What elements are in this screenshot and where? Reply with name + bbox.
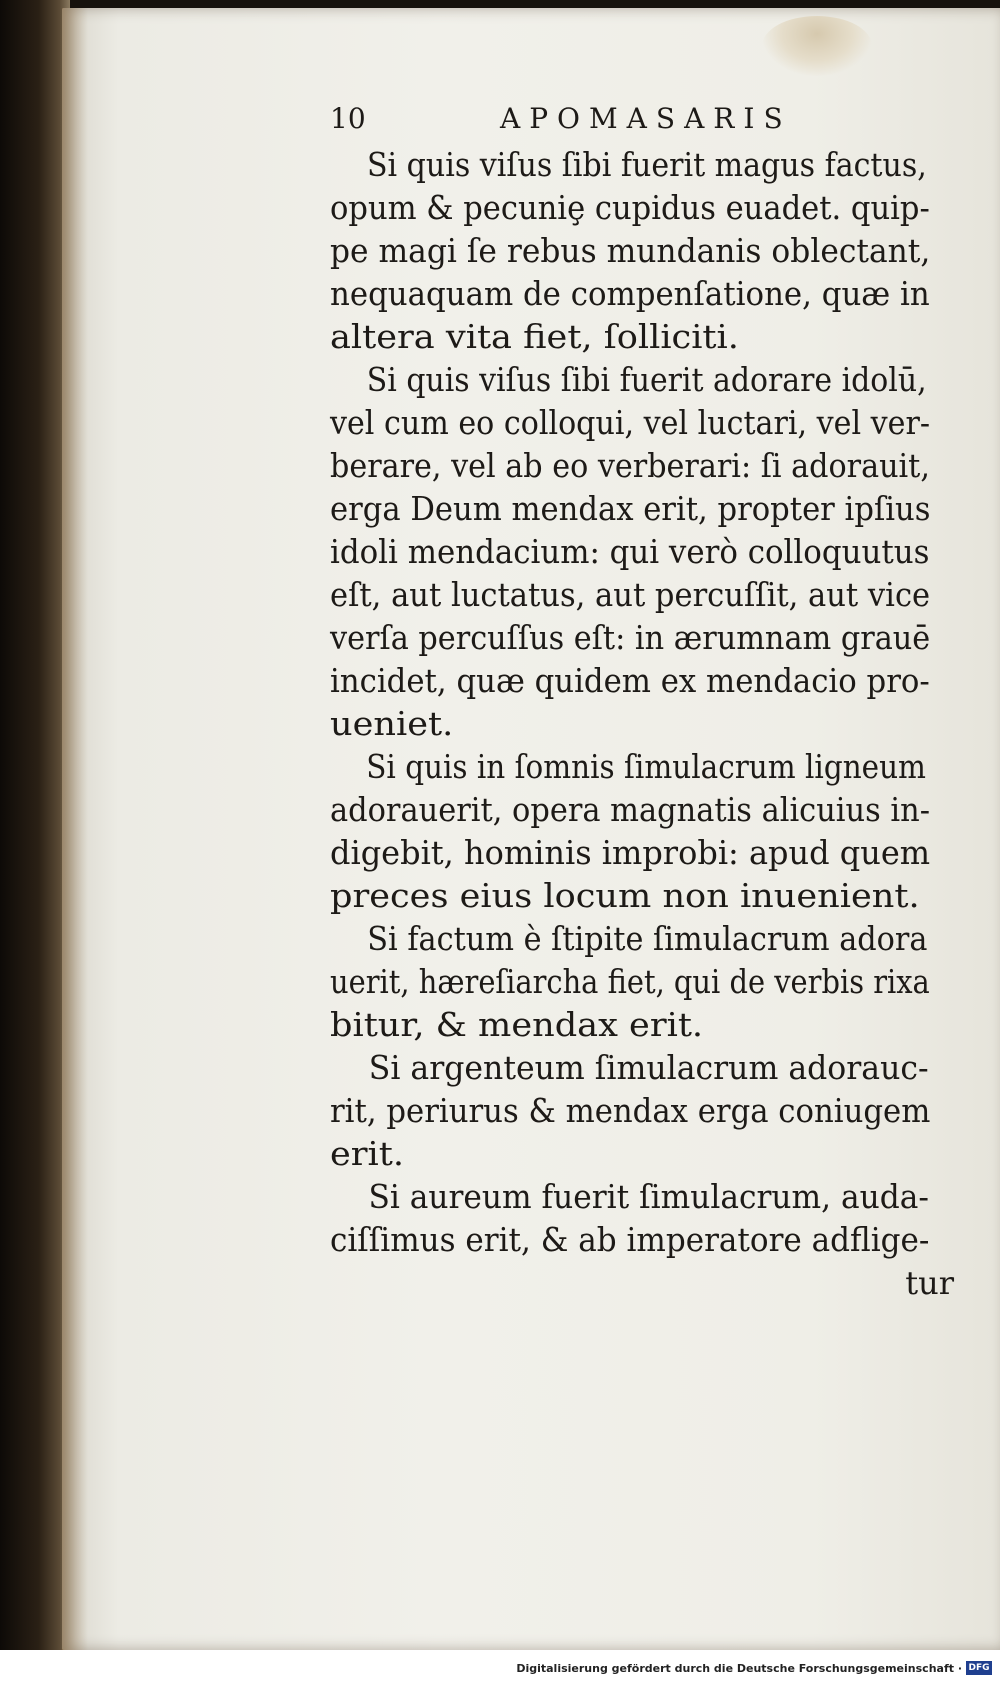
text-line: Si factum è ſtipite ſimulacrum adora <box>367 920 928 958</box>
text-line: Si quis viſus ſibi fuerit adorare idolū, <box>366 361 927 399</box>
paragraph <box>330 746 980 918</box>
text-line: verſa percuſſus eſt: in ærumnam grauē <box>330 619 931 657</box>
paragraph <box>330 1176 980 1262</box>
catchword: tur <box>905 1264 954 1302</box>
text-line: opum & pecuniȩ cupidus euadet. quip- <box>330 189 930 227</box>
text-line: incidet, quæ quidem ex mendacio pro- <box>330 662 930 700</box>
running-title: APOMASARIS <box>500 102 792 135</box>
paragraph <box>330 918 980 1047</box>
funding-credit: Digitalisierung gefördert durch die Deutsche Forschungsgemeinschaft · <box>516 1662 962 1675</box>
digitization-footer <box>0 1650 1000 1690</box>
dfg-logo: DFG <box>966 1661 992 1675</box>
text-line: rit, periurus & mendax erga coniugem <box>330 1092 931 1130</box>
paper-damage-stain <box>762 16 872 76</box>
text-line: erga Deum mendax erit, propter ipſius <box>330 490 931 528</box>
book-binding-edge <box>0 0 70 1690</box>
text-line: preces eius locum non inuenient. <box>330 877 920 915</box>
text-line: nequaquam de compenſatione, quæ in <box>330 275 930 313</box>
paragraph <box>330 144 980 359</box>
text-line: erit. <box>330 1135 405 1173</box>
text-line: Si aureum fuerit ſimulacrum, auda- <box>368 1178 929 1216</box>
text-line: berare, vel ab eo verberari: ſi adorauit, <box>330 447 930 485</box>
body-paragraphs <box>330 144 980 1262</box>
page-text <box>330 100 980 1305</box>
text-line: Si quis viſus ſibi fuerit magus factus, <box>366 146 927 184</box>
text-line: pe magi ſe rebus mundanis oblectant, <box>330 232 931 270</box>
text-line: ueniet. <box>330 705 454 743</box>
text-line: Si argenteum ſimulacrum adorauc- <box>368 1049 929 1087</box>
text-line: Si quis in ſomnis ſimulacrum ligneum <box>366 748 926 786</box>
text-line: idoli mendacium: qui verò colloquutus <box>330 533 930 571</box>
text-line: eſt, aut luctatus, aut percuſſit, aut vice <box>330 576 931 614</box>
text-line: bitur, & mendax erit. <box>330 1006 704 1044</box>
text-line: ciſſimus erit, & ab imperatore adflige- <box>330 1221 930 1259</box>
text-line: adorauerit, opera magnatis alicuius in- <box>330 791 931 829</box>
page-header <box>330 100 980 144</box>
paragraph <box>330 359 980 746</box>
text-line: uerit, hæreſiarcha fiet, qui de verbis rixa <box>330 963 930 1001</box>
paragraph <box>330 1047 980 1176</box>
text-line: altera vita fiet, ſolliciti. <box>330 318 739 356</box>
text-line: vel cum eo colloqui, vel luctari, vel ver- <box>330 404 931 442</box>
page-number: 10 <box>330 102 366 135</box>
text-line: digebit, hominis improbi: apud quem <box>330 834 931 872</box>
